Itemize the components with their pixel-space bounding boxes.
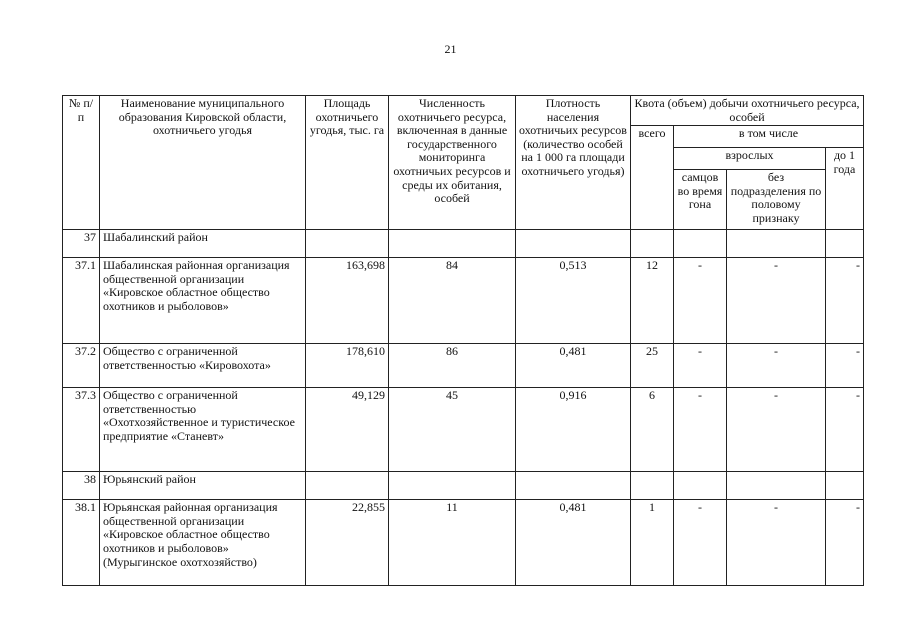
row-total (631, 230, 674, 258)
quota-table (62, 95, 864, 586)
row-name: Шабалинский район (100, 230, 306, 258)
row-nosex: - (727, 344, 826, 388)
row-area (306, 472, 389, 500)
header-density: Плотность населения охотничьих ресурсов (количество особей на 1 000 га площади охотничьего угодья) (516, 96, 631, 230)
row-count: 45 (389, 388, 516, 472)
row-total: 6 (631, 388, 674, 472)
row-no: 37.2 (63, 344, 100, 388)
row-no: 37.1 (63, 258, 100, 344)
header-area: Площадь охотничьего угодья, тыс. га (306, 96, 389, 230)
row-males: - (674, 388, 727, 472)
row-area (306, 230, 389, 258)
row-males: - (674, 258, 727, 344)
row-area: 178,610 (306, 344, 389, 388)
row-total (631, 472, 674, 500)
row-nosex: - (727, 500, 826, 586)
row-under1: - (826, 258, 864, 344)
row-males (674, 472, 727, 500)
header-total: всего (631, 126, 674, 230)
row-males: - (674, 344, 727, 388)
row-under1 (826, 472, 864, 500)
row-under1: - (826, 500, 864, 586)
header-no: № п/п (63, 96, 100, 230)
row-no: 37 (63, 230, 100, 258)
row-name: Шабалинская районная организация общественной организации «Кировское областное общество охотников и рыболовов» (100, 258, 306, 344)
header-nosex: без подразделения по половому признаку (727, 170, 826, 230)
row-count: 11 (389, 500, 516, 586)
row-under1: - (826, 388, 864, 472)
table-row (63, 472, 864, 500)
row-total: 25 (631, 344, 674, 388)
header-name: Наименование муниципального образования Кировской области, охотничьего угодья (100, 96, 306, 230)
row-count: 86 (389, 344, 516, 388)
row-no: 38.1 (63, 500, 100, 586)
header-adults: взрослых (674, 148, 826, 170)
row-density (516, 230, 631, 258)
table-row (63, 500, 864, 586)
table-row (63, 230, 864, 258)
row-name: Юрьянская районная организация общественной организации «Кировское областное общество охотников и рыболовов» (Мурыгинское охотхозяйство) (100, 500, 306, 586)
row-area: 22,855 (306, 500, 389, 586)
row-density: 0,481 (516, 344, 631, 388)
page-number: 21 (444, 42, 457, 56)
row-no: 37.3 (63, 388, 100, 472)
row-under1: - (826, 344, 864, 388)
row-nosex: - (727, 388, 826, 472)
row-density: 0,481 (516, 500, 631, 586)
header-under1: до 1 года (826, 148, 864, 230)
row-count: 84 (389, 258, 516, 344)
row-nosex (727, 472, 826, 500)
row-nosex: - (727, 258, 826, 344)
row-area: 49,129 (306, 388, 389, 472)
row-under1 (826, 230, 864, 258)
table-row (63, 388, 864, 472)
row-count (389, 472, 516, 500)
row-density: 0,513 (516, 258, 631, 344)
row-total: 12 (631, 258, 674, 344)
table-row (63, 258, 864, 344)
row-males: - (674, 500, 727, 586)
row-males (674, 230, 727, 258)
header-including: в том числе (674, 126, 864, 148)
header-quota: Квота (объем) добычи охотничьего ресурса, особей (631, 96, 864, 126)
row-density (516, 472, 631, 500)
row-density: 0,916 (516, 388, 631, 472)
row-name: Общество с ограниченной ответственностью «Охотхозяйственное и туристическое предприятие «Станевт» (100, 388, 306, 472)
table-row (63, 344, 864, 388)
row-count (389, 230, 516, 258)
row-no: 38 (63, 472, 100, 500)
row-area: 163,698 (306, 258, 389, 344)
header-count: Численность охотничьего ресурса, включенная в данные государственного мониторинга охотничьих ресурсов и среды их обитания, особей (389, 96, 516, 230)
row-total: 1 (631, 500, 674, 586)
header-males: самцов во время гона (674, 170, 727, 230)
row-nosex (727, 230, 826, 258)
row-name: Юрьянский район (100, 472, 306, 500)
row-name: Общество с ограниченной ответственностью «Кировохота» (100, 344, 306, 388)
